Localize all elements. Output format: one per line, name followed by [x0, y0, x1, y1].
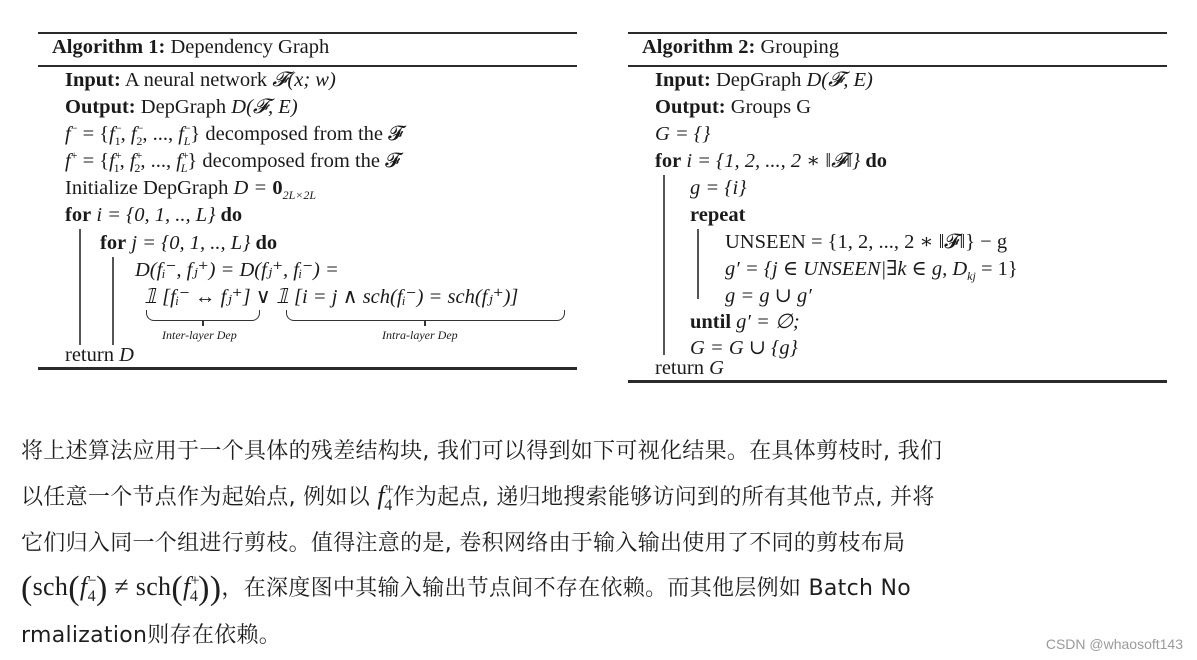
fplus-line: $f^+ = \{f^+_1$, $f^+_2$, ..., $f^+_L$} decomposed from the 𝓕: [65, 148, 401, 176]
until-line: until g′ = ∅;: [690, 311, 800, 333]
input-line: Input: A neural network 𝓕(x; w): [65, 69, 336, 91]
explanation-paragraph: [21, 430, 1181, 660]
repeat-guide: [697, 229, 699, 299]
input-line: Input: DepGraph D(𝓕, E): [655, 69, 873, 91]
fminus-line: $f^- = \{f^-_1$, $f^-_2$, ..., $f^-_L$} decomposed from the 𝓕: [65, 121, 404, 149]
assign-line: D(fᵢ⁻, fⱼ⁺) = D(fⱼ⁺, fᵢ⁻) =: [135, 259, 339, 281]
bottom-rule: [38, 367, 577, 370]
paragraph-line-1: 将上述算法应用于一个具体的残差结构块, 我们可以得到如下可视化结果。在具体剪枝时, 我们: [21, 439, 943, 464]
title-rule: [628, 65, 1167, 67]
intra-layer-label: Intra-layer Dep: [382, 328, 458, 342]
G-union-line: G = G ∪ {g}: [690, 337, 798, 359]
algorithm-2-title: Algorithm 2: Grouping: [642, 36, 840, 58]
top-rule: [628, 32, 1167, 34]
union-line: g = g ∪ g′: [725, 285, 812, 307]
return-line: return G: [655, 357, 724, 379]
f4-plus-math: $f^+_4$: [377, 481, 395, 515]
for-j-guide: [112, 257, 114, 345]
intra-layer-brace: [286, 310, 565, 321]
paragraph-line-5: rmalization则存在依赖。: [21, 623, 282, 648]
algorithm-1-title: Algorithm 1: Dependency Graph: [52, 36, 330, 58]
for-i-guide: [79, 229, 81, 345]
init-line: Initialize DepGraph $D = 0_{2L\times 2L}$: [65, 177, 317, 203]
for-line: for i = {1, 2, ..., 2 ∗ ‖𝓕‖} do: [655, 150, 887, 172]
algorithm-1-block: [38, 30, 577, 375]
return-line: return D: [65, 344, 134, 366]
csdn-watermark: CSDN @whaosoft143: [1045, 636, 1183, 652]
repeat-line: repeat: [690, 204, 746, 226]
sch-inequality-math: $(sch(f^-_4) \ne sch(f^+_4))$: [21, 570, 222, 607]
indicator-line: 𝟙 [fᵢ⁻ ↔ fⱼ⁺] ∨ 𝟙 [i = j ∧ sch(fᵢ⁻) = sch(fⱼ⁺)]: [144, 286, 519, 308]
output-line: Output: DepGraph D(𝓕, E): [65, 96, 298, 118]
g-init-line: g = {i}: [690, 177, 747, 199]
paragraph-line-4: $(sch(f^-_4) \ne sch(f^+_4))$，在深度图中其输入输出节点间不存在依赖。而其他层例如 Batch No: [21, 570, 912, 607]
gprime-line: g′ = {j ∈ UNSEEN|∃k ∈ g, $D_{kj} = 1$}: [725, 258, 1018, 284]
algorithm-2-block: [628, 30, 1167, 385]
title-rule: [38, 65, 577, 67]
for-guide: [663, 175, 665, 355]
for-i-line: for i = {0, 1, .., L} do: [65, 204, 243, 226]
inter-layer-label: Inter-layer Dep: [162, 328, 237, 342]
init-G-line: G = {}: [655, 123, 711, 145]
output-line: Output: Groups G: [655, 96, 812, 118]
bottom-rule: [628, 380, 1167, 383]
paragraph-line-2: 以任意一个节点作为起始点, 例如以 $f^+_4$作为起点, 递归地搜索能够访问到的所有其他节点, 并将: [21, 481, 935, 515]
unseen-line: UNSEEN = {1, 2, ..., 2 ∗ ‖𝓕‖} − g: [725, 231, 1008, 253]
paragraph-line-3: 它们归入同一个组进行剪枝。值得注意的是, 卷积网络由于输入输出使用了不同的剪枝布局: [21, 531, 906, 556]
top-rule: [38, 32, 577, 34]
for-j-line: for j = {0, 1, .., L} do: [100, 232, 278, 254]
